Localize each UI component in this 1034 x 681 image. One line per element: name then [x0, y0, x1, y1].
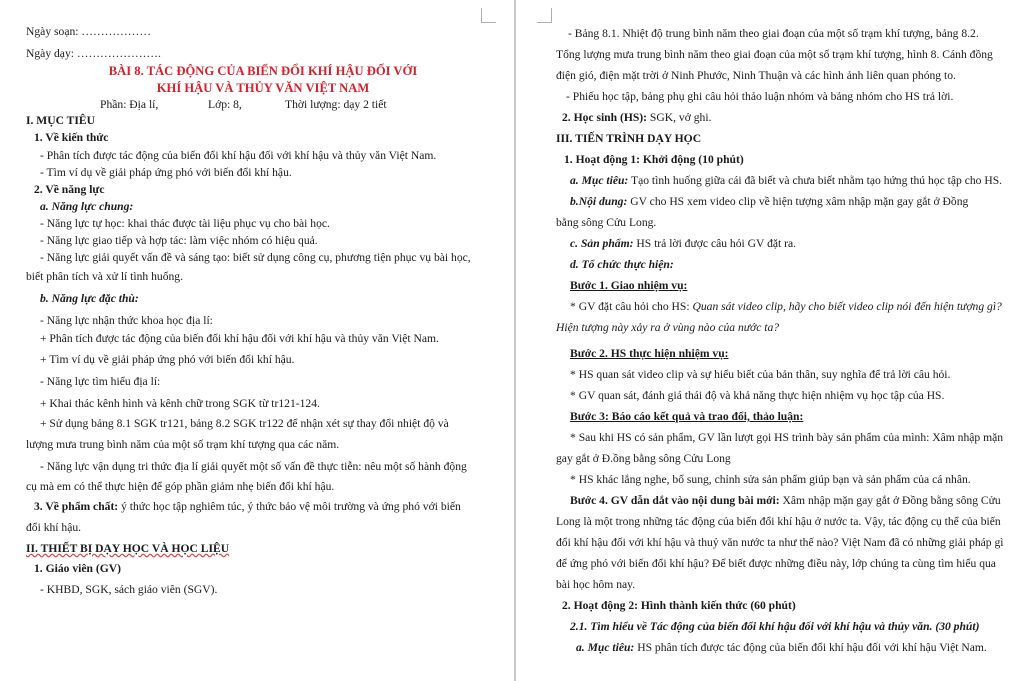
step-4-text-cont: đổi khí hậu đối với khí hậu và thuỷ văn nước ta như thế nào? Việt Nam đã có những giải pháp gì: [556, 536, 1004, 549]
goal-text: Tạo tình huống giữa cái đã biết và chưa biết nhằm tạo hứng thú học tập cho HS.: [628, 174, 1003, 187]
heading-activity-2-1: 2.1. Tìm hiểu về Tác động của biến đổi khí hậu đối với khí hậu và thủy văn. (30 phút): [570, 620, 980, 633]
qualities-text-cont: đổi khí hậu.: [26, 521, 82, 534]
student-text: SGK, vở ghi.: [647, 111, 712, 124]
material-item: - Bảng 8.1. Nhiệt độ trung bình năm theo giai đoạn của một số trạm khí tượng, bảng 8.2.: [568, 27, 979, 40]
step-4-text: Xâm nhập mặn gay gắt ở Đồng bằng sông Cửu: [779, 494, 1001, 507]
step-3-title: Bước 3: Báo cáo kết quả và trao đổi, thảo luận:: [570, 410, 804, 423]
product-label: c. Sản phẩm:: [570, 237, 634, 250]
heading-knowledge: 1. Về kiến thức: [34, 131, 109, 144]
activity-1-content-cont: bằng sông Cửu Long.: [556, 216, 657, 229]
heading-competence: 2. Về năng lực: [34, 183, 105, 196]
heading-student: 2. Học sinh (HS):: [562, 111, 648, 124]
specific-competence-item: + Tìm ví dụ về giải pháp ứng phó với biến đổi khí hậu.: [40, 353, 295, 366]
step-3-item-cont: gay gắt ở Đ.ồng bằng sông Cửu Long: [556, 452, 731, 465]
general-competence-item-cont: biết phân tích và xử lí tình huống.: [26, 270, 183, 283]
step-1-heading: [570, 279, 1028, 293]
general-competence-item: - Năng lực giải quyết vấn đề và sáng tạo: biết sử dụng công cụ, phương tiện phục vụ bài học,: [40, 251, 471, 264]
document-page-left: [26, 0, 500, 681]
activity-2-goal: [576, 641, 1028, 655]
specific-competence-item: - Năng lực tìm hiểu địa lí:: [40, 375, 161, 388]
section-objectives: I. MỤC TIÊU: [26, 114, 96, 127]
product-text: HS trả lời được câu hỏi GV đặt ra.: [633, 237, 797, 250]
heading-specific-competence: b. Năng lực đặc thù:: [40, 292, 139, 305]
step-3-heading: [570, 410, 1028, 424]
activity-1-product: [570, 237, 1028, 251]
activity-1-content: [570, 195, 1028, 209]
step-4-text-cont: Long là một trong những tác động của biến đổi khí hậu ở nước ta. Vậy, tác động cụ thể của biến: [556, 515, 1001, 528]
step-1-question: [570, 300, 1028, 314]
specific-competence-item-cont: cụ mà em có thể thực hiện để góp phần giảm nhẹ biến đổi khí hậu.: [26, 480, 335, 493]
activity-1-goal: [570, 174, 1028, 188]
step-3-item: * Sau khi HS có sản phẩm, GV lần lượt gọi HS trình bày sản phẩm của mình: Xâm nhập mặn: [570, 431, 1004, 444]
heading-general-competence: a. Năng lực chung:: [40, 200, 134, 213]
lesson-title-line2: KHÍ HẬU VÀ THỦY VĂN VIỆT NAM: [156, 81, 370, 95]
step-3-item: * HS khác lắng nghe, bổ sung, chỉnh sửa sản phẩm giúp bạn và sản phẩm của cá nhân.: [570, 473, 971, 486]
step-2-heading: [570, 347, 1028, 361]
step-2-item: * GV quan sát, đánh giá thái độ và khả năng thực hiện nhiệm vụ học tập của HS.: [570, 389, 945, 402]
step-4-title: Bước 4. GV dẫn dắt vào nội dung bài mới:: [570, 494, 780, 507]
meta-grade: Lớp: 8,: [208, 98, 242, 111]
content-label: b.Nội dung:: [570, 195, 628, 208]
specific-competence-item-cont: lượng mưa trung bình năm của một số trạm khí tượng qua các năm.: [26, 438, 340, 451]
teach-date: Ngày dạy: ………………….: [26, 47, 161, 60]
activity-2-goal-label: a. Mục tiêu:: [576, 641, 635, 654]
content-text: GV cho HS xem video clip về hiện tượng xâm nhập mặn gay gắt ở Đồng: [627, 195, 969, 208]
section-equipment-title: II. THIẾT BỊ DẠY HỌC VÀ HỌC LIỆU: [26, 542, 230, 555]
lesson-title-line1: BÀI 8. TÁC ĐỘNG CỦA BIẾN ĐỔI KHÍ HẬU ĐỐI VỚI: [108, 64, 418, 78]
question-prefix: * GV đặt câu hỏi cho HS:: [570, 300, 693, 313]
heading-activity-1: 1. Hoạt động 1: Khởi động (10 phút): [564, 153, 744, 166]
section-process: III. TIẾN TRÌNH DẠY HỌC: [556, 132, 702, 145]
step-4-line: [570, 494, 1028, 508]
specific-competence-item: + Phân tích được tác động của biến đổi khí hậu đối với khí hậu và thủy văn Việt Nam.: [40, 332, 439, 345]
question-text: Quan sát video clip, hãy cho biết video clip nói đến hiện tượng gì?: [692, 300, 1002, 313]
document-page-right: [556, 0, 1028, 681]
meta-part: Phần: Địa lí,: [100, 98, 159, 111]
page-divider: [514, 0, 516, 681]
step-2-item: * HS quan sát video clip và sự hiểu biết của bản thân, suy nghĩa để trả lời câu hỏi.: [570, 368, 951, 381]
general-competence-item: - Năng lực giao tiếp và hợp tác: làm việc nhóm có hiệu quả.: [40, 234, 318, 247]
meta-duration: Thời lượng: dạy 2 tiết: [285, 98, 387, 111]
heading-activity-2: 2. Hoạt động 2: Hình thành kiến thức (60 phút): [562, 599, 796, 612]
step-1-question-cont: Hiện tượng này xảy ra ở vùng nào của nước ta?: [556, 321, 780, 334]
general-competence-item: - Năng lực tự học: khai thác được tài liệu phục vụ cho bài học.: [40, 217, 330, 230]
specific-competence-item: + Khai thác kênh hình và kênh chữ trong SGK từ tr121-124.: [40, 397, 320, 410]
teacher-item: - KHBD, SGK, sách giáo viên (SGV).: [40, 583, 218, 596]
heading-qualities: 3. Về phẩm chất:: [34, 500, 119, 513]
goal-label: a. Mục tiêu:: [570, 174, 629, 187]
activity-2-goal-text: HS phân tích được tác động của biến đổi khí hậu đối với khí hậu Việt Nam.: [634, 641, 987, 654]
step-4-text-cont: để ứng phó với biến đổi khí hậu? Để biết được những điều này, lớp chúng ta cùng tìm hiểu qua: [556, 557, 996, 570]
specific-competence-item: + Sử dụng bảng 8.1 SGK tr121, bảng 8.2 SGK tr122 để nhận xét sự thay đổi nhiệt độ và: [40, 417, 449, 430]
heading-teacher: 1. Giáo viên (GV): [34, 562, 121, 575]
section-equipment: [26, 542, 500, 556]
qualities-line: [34, 500, 500, 514]
material-item-cont: Tổng lượng mưa trung bình năm theo giai đoạn của một số trạm khí tượng, hình 8. Cánh đồng: [556, 48, 993, 61]
page-corner-mark-right: [537, 8, 552, 23]
specific-competence-item: - Năng lực vận dụng tri thức địa lí giải quyết một số vấn đề thực tiễn: nêu một số hành động: [40, 460, 467, 473]
material-item: - Phiếu học tập, bảng phụ ghi câu hỏi thảo luận nhóm và bảng nhóm cho HS trả lời.: [566, 90, 954, 103]
student-line: [562, 111, 1028, 125]
knowledge-item: - Phân tích được tác động của biến đổi khí hậu đối với khí hậu và thủy văn Việt Nam.: [40, 149, 437, 162]
prep-date: Ngày soạn: ………………: [26, 25, 151, 38]
specific-competence-item: - Năng lực nhận thức khoa học địa lí:: [40, 314, 213, 327]
material-item-cont: điện gió, điện mặt trời ở Ninh Phước, Ninh Thuận và các hình ảnh liên quan phóng to.: [556, 69, 956, 82]
qualities-text: ý thức học tập nghiêm túc, ý thức bảo vệ môi trường và ứng phó với biến: [118, 500, 461, 513]
activity-1-organize: d. Tổ chức thực hiện:: [570, 258, 674, 271]
knowledge-item: - Tìm ví dụ về giải pháp ứng phó với biến đổi khí hậu.: [40, 166, 292, 179]
step-1-title: Bước 1. Giao nhiệm vụ:: [570, 279, 688, 292]
step-2-title: Bước 2. HS thực hiện nhiệm vụ:: [570, 347, 729, 360]
step-4-text-cont: bài học hôm nay.: [556, 578, 636, 591]
